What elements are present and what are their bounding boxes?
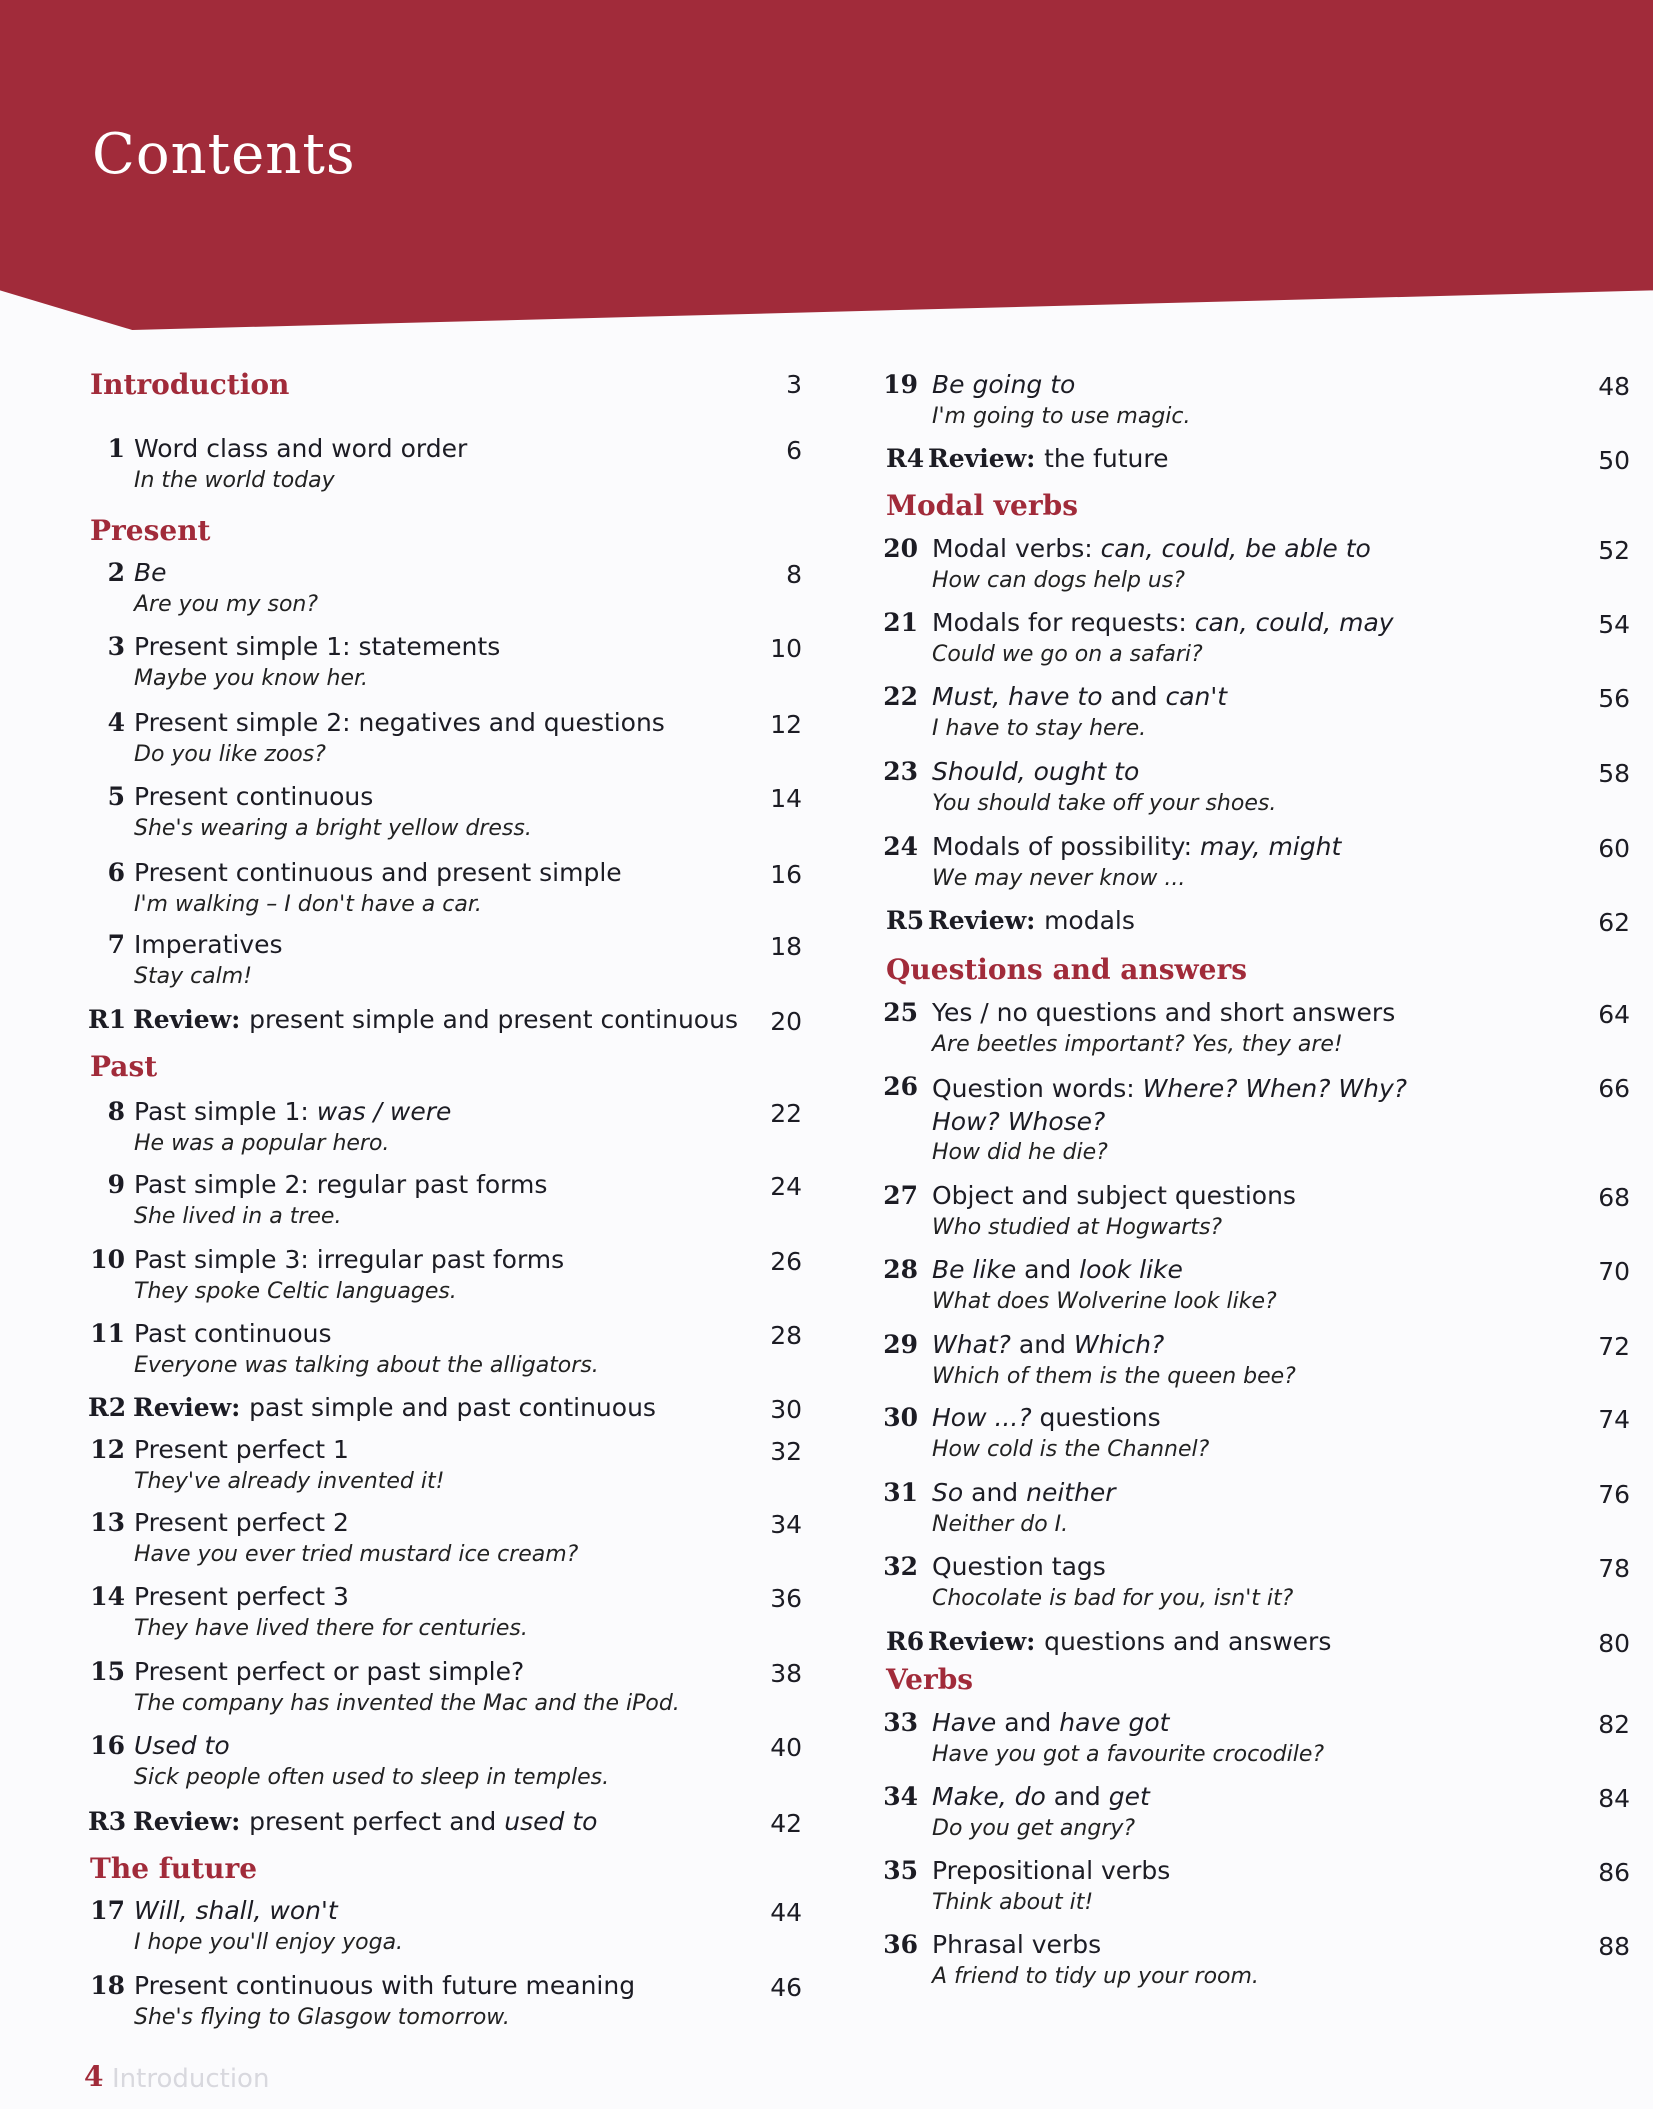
- unit-example-sentence: How can dogs help us?: [932, 568, 1185, 593]
- page-ref: 70: [1598, 1257, 1630, 1286]
- unit-example-sentence: I hope you'll enjoy yoga.: [134, 1930, 404, 1955]
- unit-number: 23: [883, 757, 918, 786]
- page-ref: 8: [786, 560, 802, 589]
- unit-title[interactable]: Be going to: [932, 370, 1076, 399]
- section-heading: Verbs: [886, 1663, 974, 1696]
- unit-title[interactable]: Modal verbs: can, could, be able to: [932, 534, 1371, 563]
- unit-example-sentence: Who studied at Hogwarts?: [932, 1215, 1223, 1240]
- page-ref: 80: [1598, 1629, 1630, 1658]
- unit-example-sentence: I have to stay here.: [932, 716, 1147, 741]
- page-ref: 6: [786, 436, 802, 465]
- review-title[interactable]: Review: modals: [928, 906, 1135, 935]
- unit-title[interactable]: Present simple 1: statements: [134, 632, 501, 661]
- unit-title[interactable]: Word class and word order: [134, 434, 468, 463]
- unit-title[interactable]: Present continuous: [134, 782, 374, 811]
- unit-example-sentence: Think about it!: [932, 1890, 1094, 1915]
- page-ref: 84: [1598, 1784, 1630, 1813]
- page-ref: 40: [770, 1733, 802, 1762]
- unit-number: 18: [90, 1971, 125, 2000]
- review-label: Review:: [928, 1627, 1045, 1656]
- review-number: R1: [88, 1005, 127, 1034]
- unit-number: 34: [883, 1782, 918, 1811]
- page-ref: 86: [1598, 1858, 1630, 1887]
- unit-title[interactable]: Present perfect 1: [134, 1435, 349, 1464]
- unit-title[interactable]: Be: [134, 558, 167, 587]
- unit-title[interactable]: Past continuous: [134, 1319, 332, 1348]
- unit-example-sentence: Everyone was talking about the alligators.: [134, 1353, 599, 1378]
- page-title: Contents: [92, 122, 356, 187]
- unit-example-sentence: Sick people often used to sleep in temples.: [134, 1765, 610, 1790]
- review-title[interactable]: Review: present simple and present continuous: [133, 1005, 738, 1034]
- page-ref: 74: [1598, 1405, 1630, 1434]
- unit-title[interactable]: Be like and look like: [932, 1255, 1183, 1284]
- unit-title[interactable]: Phrasal verbs: [932, 1930, 1102, 1959]
- unit-number: 20: [883, 534, 918, 563]
- page-ref: 30: [770, 1395, 802, 1424]
- page-ref: 26: [770, 1247, 802, 1276]
- unit-title[interactable]: Present continuous with future meaning: [134, 1971, 636, 2000]
- unit-number: 27: [883, 1181, 918, 1210]
- section-heading: Past: [90, 1050, 158, 1083]
- unit-number: 16: [90, 1731, 125, 1760]
- unit-number: 8: [107, 1097, 125, 1126]
- page-ref: 50: [1598, 446, 1630, 475]
- unit-title[interactable]: Past simple 1: was / were: [134, 1097, 452, 1126]
- unit-number: 24: [883, 832, 918, 861]
- page-ref: 12: [770, 710, 802, 739]
- unit-number: 5: [107, 782, 125, 811]
- unit-title[interactable]: So and neither: [932, 1478, 1116, 1507]
- page-ref: 56: [1598, 684, 1630, 713]
- unit-number: 6: [107, 858, 125, 887]
- unit-title[interactable]: Make, do and get: [932, 1782, 1150, 1811]
- page-ref: 54: [1598, 610, 1630, 639]
- unit-number: 10: [90, 1245, 125, 1274]
- page-ref: 18: [770, 932, 802, 961]
- unit-title[interactable]: Have and have got: [932, 1708, 1170, 1737]
- page-ref: 60: [1598, 834, 1630, 863]
- unit-number: 9: [107, 1170, 125, 1199]
- unit-example-sentence: She lived in a tree.: [134, 1204, 342, 1229]
- unit-title[interactable]: Present perfect 3: [134, 1582, 349, 1611]
- page-ref: 72: [1598, 1332, 1630, 1361]
- review-label: Review:: [928, 906, 1045, 935]
- unit-number: 33: [883, 1708, 918, 1737]
- page-ref: 88: [1598, 1932, 1630, 1961]
- review-title[interactable]: Review: the future: [928, 444, 1169, 473]
- unit-number: 19: [883, 370, 918, 399]
- unit-title[interactable]: Past simple 2: regular past forms: [134, 1170, 548, 1199]
- review-title[interactable]: Review: present perfect and used to: [133, 1807, 598, 1836]
- section-heading: Introduction: [90, 368, 290, 401]
- page-ref: 68: [1598, 1183, 1630, 1212]
- unit-number: 14: [90, 1582, 125, 1611]
- unit-title[interactable]: Will, shall, won't: [134, 1896, 338, 1925]
- unit-title[interactable]: Present perfect or past simple?: [134, 1657, 525, 1686]
- page-ref: 46: [770, 1973, 802, 2002]
- unit-number: 15: [90, 1657, 125, 1686]
- unit-number: 30: [883, 1403, 918, 1432]
- unit-number: 13: [90, 1508, 125, 1537]
- page-ref: 52: [1598, 536, 1630, 565]
- section-heading: Questions and answers: [886, 953, 1247, 986]
- page-number: 4: [84, 2060, 104, 2093]
- unit-example-sentence: Have you ever tried mustard ice cream?: [134, 1542, 579, 1567]
- unit-example-sentence: How did he die?: [932, 1140, 1108, 1165]
- page-ref: 48: [1598, 372, 1630, 401]
- unit-example-sentence: In the world today: [134, 468, 335, 493]
- unit-example-sentence: A friend to tidy up your room.: [932, 1964, 1259, 1989]
- page-ref: 10: [770, 634, 802, 663]
- unit-number: 12: [90, 1435, 125, 1464]
- page-ref: 16: [770, 860, 802, 889]
- unit-number: 25: [883, 998, 918, 1027]
- footer-section-label: Introduction: [112, 2064, 270, 2094]
- unit-title[interactable]: Object and subject questions: [932, 1181, 1296, 1210]
- page-ref: 34: [770, 1510, 802, 1539]
- unit-number: 21: [883, 608, 918, 637]
- unit-title[interactable]: Imperatives: [134, 930, 283, 959]
- unit-example-sentence: The company has invented the Mac and the iPod.: [134, 1691, 680, 1716]
- unit-example-sentence: I'm walking – I don't have a car.: [134, 892, 482, 917]
- review-number: R4: [886, 444, 925, 473]
- unit-title[interactable]: Used to: [134, 1731, 230, 1760]
- unit-title[interactable]: What? and Which?: [932, 1330, 1165, 1359]
- unit-number: 28: [883, 1255, 918, 1284]
- unit-number: 7: [107, 930, 125, 959]
- unit-example-sentence: Which of them is the queen bee?: [932, 1364, 1296, 1389]
- unit-title[interactable]: Prepositional verbs: [932, 1856, 1171, 1885]
- unit-title[interactable]: Should, ought to: [932, 757, 1140, 786]
- unit-title[interactable]: Modals of possibility: may, might: [932, 832, 1342, 861]
- unit-example-sentence: Chocolate is bad for you, isn't it?: [932, 1586, 1294, 1611]
- unit-number: 35: [883, 1856, 918, 1885]
- review-title[interactable]: Review: past simple and past continuous: [133, 1393, 656, 1422]
- unit-example-sentence: Could we go on a safari?: [932, 642, 1203, 667]
- page-ref: 42: [770, 1809, 802, 1838]
- unit-number: 36: [883, 1930, 918, 1959]
- unit-example-sentence: Do you get angry?: [932, 1816, 1136, 1841]
- unit-number: 11: [90, 1319, 125, 1348]
- review-label: Review:: [133, 1393, 250, 1422]
- unit-number: 29: [883, 1330, 918, 1359]
- unit-title[interactable]: Modals for requests: can, could, may: [932, 608, 1394, 637]
- review-label: Review:: [133, 1807, 250, 1836]
- unit-example-sentence: You should take off your shoes.: [932, 791, 1277, 816]
- unit-number: 17: [90, 1896, 125, 1925]
- unit-title[interactable]: Question tags: [932, 1552, 1106, 1581]
- review-label: Review:: [133, 1005, 250, 1034]
- review-number: R6: [886, 1627, 925, 1656]
- unit-example-sentence: Are beetles important? Yes, they are!: [932, 1032, 1343, 1057]
- page-ref: 20: [770, 1007, 802, 1036]
- unit-example-sentence: What does Wolverine look like?: [932, 1289, 1277, 1314]
- unit-example-sentence: Are you my son?: [134, 592, 319, 617]
- review-number: R3: [88, 1807, 127, 1836]
- unit-example-sentence: He was a popular hero.: [134, 1131, 390, 1156]
- unit-number: 1: [107, 434, 125, 463]
- unit-example-sentence: We may never know ...: [932, 866, 1186, 891]
- page-ref: 78: [1598, 1554, 1630, 1583]
- unit-title[interactable]: Present continuous and present simple: [134, 858, 622, 887]
- page-ref: 76: [1598, 1480, 1630, 1509]
- page-ref: 66: [1598, 1074, 1630, 1103]
- unit-number: 31: [883, 1478, 918, 1507]
- unit-example-sentence: I'm going to use magic.: [932, 404, 1191, 429]
- unit-example-sentence: Do you like zoos?: [134, 742, 326, 767]
- unit-example-sentence: They've already invented it!: [134, 1469, 445, 1494]
- page-ref: 38: [770, 1659, 802, 1688]
- unit-title[interactable]: Present simple 2: negatives and questions: [134, 708, 665, 737]
- unit-example-sentence: They have lived there for centuries.: [134, 1616, 528, 1641]
- unit-number: 22: [883, 682, 918, 711]
- review-number: R5: [886, 906, 925, 935]
- unit-example-sentence: Have you got a favourite crocodile?: [932, 1742, 1325, 1767]
- section-heading: Present: [90, 514, 211, 547]
- unit-title[interactable]: Past simple 3: irregular past forms: [134, 1245, 565, 1274]
- page-ref: 28: [770, 1321, 802, 1350]
- page-ref: 24: [770, 1172, 802, 1201]
- unit-title[interactable]: Present perfect 2: [134, 1508, 349, 1537]
- unit-number: 32: [883, 1552, 918, 1581]
- page-ref: 3: [786, 370, 802, 399]
- page-ref: 62: [1598, 908, 1630, 937]
- page-ref: 44: [770, 1898, 802, 1927]
- page-ref: 58: [1598, 759, 1630, 788]
- review-label: Review:: [928, 444, 1045, 473]
- page-ref: 64: [1598, 1000, 1630, 1029]
- unit-example-sentence: Maybe you know her.: [134, 666, 369, 691]
- unit-number: 4: [107, 708, 125, 737]
- page-ref: 32: [770, 1437, 802, 1466]
- unit-number: 2: [107, 558, 125, 587]
- unit-number: 3: [107, 632, 125, 661]
- unit-example-sentence: They spoke Celtic languages.: [134, 1279, 457, 1304]
- section-heading: The future: [90, 1852, 258, 1885]
- review-number: R2: [88, 1393, 127, 1422]
- unit-title[interactable]: Must, have to and can't: [932, 682, 1228, 711]
- page-ref: 22: [770, 1099, 802, 1128]
- page-ref: 14: [770, 784, 802, 813]
- page-ref: 82: [1598, 1710, 1630, 1739]
- review-title[interactable]: Review: questions and answers: [928, 1627, 1332, 1656]
- unit-example-sentence: Neither do I.: [932, 1512, 1069, 1537]
- unit-example-sentence: She's wearing a bright yellow dress.: [134, 816, 532, 841]
- page-ref: 36: [770, 1584, 802, 1613]
- unit-example-sentence: Stay calm!: [134, 964, 253, 989]
- unit-title[interactable]: Question words: Where? When? Why? How? Whose?: [932, 1074, 1408, 1136]
- unit-title[interactable]: How ...? questions: [932, 1403, 1161, 1432]
- unit-title[interactable]: Yes / no questions and short answers: [932, 998, 1396, 1027]
- unit-number: 26: [883, 1072, 918, 1101]
- unit-example-sentence: She's flying to Glasgow tomorrow.: [134, 2005, 510, 2030]
- section-heading: Modal verbs: [886, 489, 1078, 522]
- unit-example-sentence: How cold is the Channel?: [932, 1437, 1210, 1462]
